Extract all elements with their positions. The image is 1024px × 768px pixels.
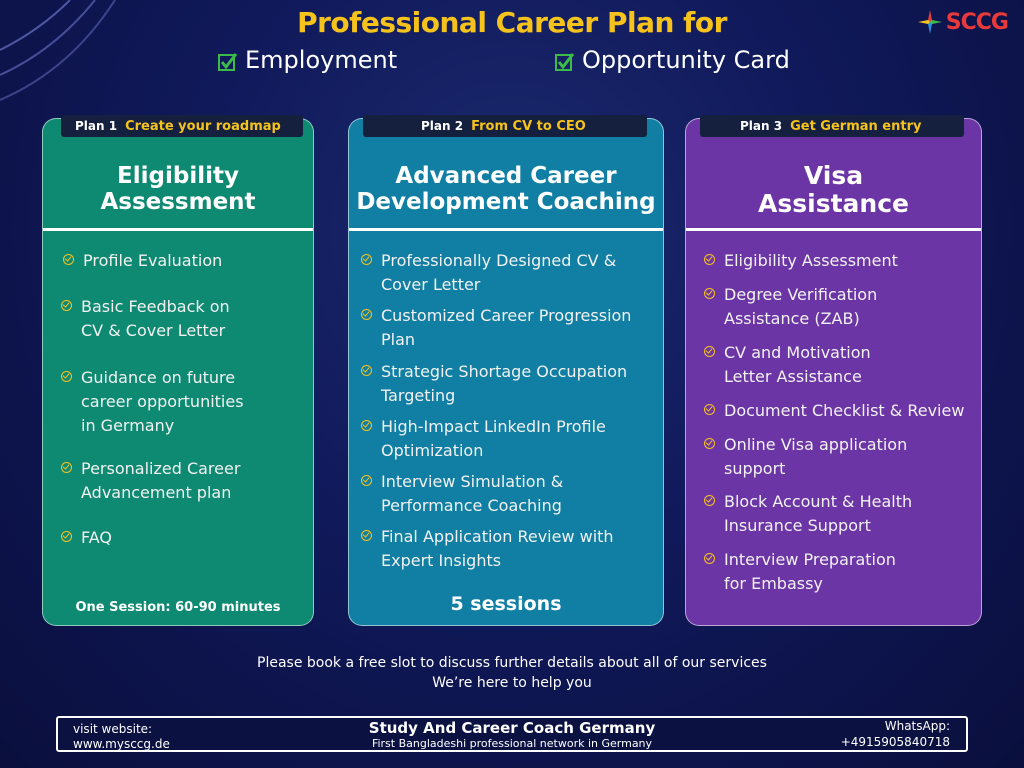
divider xyxy=(43,228,313,231)
plan-title-line: Assistance xyxy=(758,189,909,218)
website-link[interactable]: www.mysccg.de xyxy=(73,737,170,751)
divider xyxy=(349,228,663,231)
check-icon xyxy=(361,420,372,431)
org-tagline: First Bangladeshi professional network in Germany xyxy=(371,737,653,750)
checkbox-checked-icon xyxy=(218,50,238,70)
booking-line: Please book a free slot to discuss further details about all of our services xyxy=(257,655,767,671)
plan-tab xyxy=(363,115,647,137)
list-item: Profile Evaluation xyxy=(63,249,222,273)
list-item: Personalized Career Advancement plan xyxy=(61,457,240,505)
sccg-logo xyxy=(916,8,1008,36)
check-icon xyxy=(63,254,74,265)
checkbox-checked-icon xyxy=(555,50,575,70)
check-icon xyxy=(704,495,715,506)
list-item: Interview Preparation for Embassy xyxy=(704,548,896,596)
check-icon xyxy=(704,288,715,299)
check-icon xyxy=(61,371,72,382)
website-label: visit website: xyxy=(73,722,153,736)
check-icon xyxy=(361,254,372,265)
page-title: Professional Career Plan for xyxy=(297,6,727,39)
option-employment xyxy=(218,46,397,74)
plan-card-career-coaching xyxy=(348,118,664,626)
check-icon xyxy=(361,530,372,541)
list-item: Final Application Review with Expert Insights xyxy=(361,525,614,573)
plan-tagline: Create your roadmap xyxy=(125,118,281,134)
whatsapp-block xyxy=(841,718,950,750)
option-label: Employment xyxy=(245,46,398,74)
session-info: 5 sessions xyxy=(450,593,562,615)
org-name: Study And Career Coach Germany xyxy=(368,719,656,737)
plan-title-line: Development Coaching xyxy=(356,189,656,215)
check-icon xyxy=(361,475,372,486)
list-item: Block Account & Health Insurance Support xyxy=(704,490,912,538)
option-label: Opportunity Card xyxy=(582,46,790,74)
list-item: Eligibility Assessment xyxy=(704,249,898,273)
list-item: Guidance on future career opportunities in Germany xyxy=(61,366,244,438)
list-item: Online Visa application support xyxy=(704,433,907,481)
plan-card-visa-assistance xyxy=(685,118,982,626)
booking-line: We’re here to help you xyxy=(432,675,592,691)
check-icon xyxy=(61,300,72,311)
list-item: Basic Feedback on CV & Cover Letter xyxy=(61,295,230,343)
plan-title xyxy=(349,163,663,215)
plan-title-line: Advanced Career xyxy=(395,163,617,189)
plan-number: Plan 3 xyxy=(740,119,783,133)
plan-tagline: Get German entry xyxy=(790,118,922,134)
list-item: Customized Career Progression Plan xyxy=(361,304,631,352)
logo-text: SCCG xyxy=(945,9,1008,35)
list-item: FAQ xyxy=(61,526,112,550)
org-block xyxy=(58,719,966,750)
plan-title-line: Eligibility xyxy=(117,163,239,189)
list-item: High-Impact LinkedIn Profile Optimization xyxy=(361,415,606,463)
list-item: CV and Motivation Letter Assistance xyxy=(704,341,871,389)
plan-title xyxy=(686,162,981,218)
booking-message xyxy=(0,653,1024,693)
list-item: Document Checklist & Review xyxy=(704,399,964,423)
plan-tagline: From CV to CEO xyxy=(471,118,586,134)
plan-card-eligibility xyxy=(42,118,314,626)
contact-footer xyxy=(56,716,968,752)
plan-tab xyxy=(61,115,303,137)
logo-mark-icon xyxy=(916,8,944,36)
session-info: One Session: 60-90 minutes xyxy=(75,600,281,615)
list-item: Strategic Shortage Occupation Targeting xyxy=(361,360,627,408)
plan-title-line: Visa xyxy=(803,161,864,190)
check-icon xyxy=(704,438,715,449)
list-item: Professionally Designed CV & Cover Letter xyxy=(361,249,616,297)
list-item: Interview Simulation & Performance Coaching xyxy=(361,470,563,518)
plan-title-line: Assessment xyxy=(100,189,256,215)
list-item: Degree Verification Assistance (ZAB) xyxy=(704,283,877,331)
divider xyxy=(686,228,981,231)
whatsapp-label: WhatsApp: xyxy=(884,719,950,733)
check-icon xyxy=(361,365,372,376)
check-icon xyxy=(704,254,715,265)
plan-number: Plan 2 xyxy=(421,119,464,133)
plan-number: Plan 1 xyxy=(75,119,118,133)
option-opportunity-card xyxy=(555,46,790,74)
check-icon xyxy=(704,553,715,564)
plan-tab xyxy=(700,115,964,137)
check-icon xyxy=(704,404,715,415)
check-icon xyxy=(61,462,72,473)
whatsapp-number[interactable]: +4915905840718 xyxy=(840,735,950,749)
check-icon xyxy=(361,309,372,320)
check-icon xyxy=(61,531,72,542)
plan-title xyxy=(43,163,313,215)
check-icon xyxy=(704,346,715,357)
